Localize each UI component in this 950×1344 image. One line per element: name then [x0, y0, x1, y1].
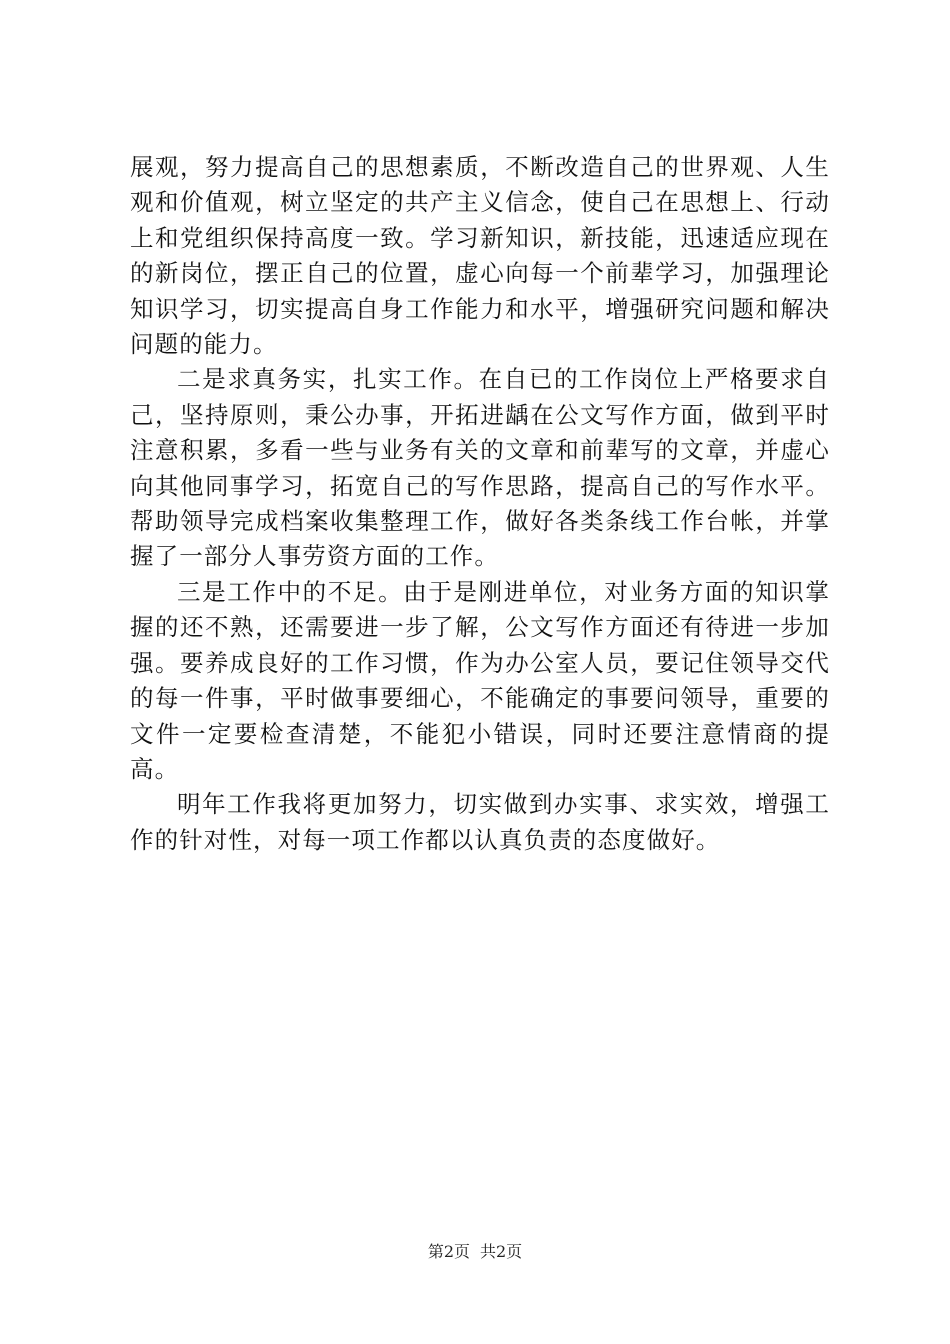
paragraph-point-two: 二是求真务实，扎实工作。在自已的工作岗位上严格要求自己，坚持原则，秉公办事，开拓进龋在公文写作方面，做到平时注意积累，多看一些与业务有关的文章和前辈写的文章，并虚心向其他同事学习，拓宽自己的写作思路，提高自己的写作水平。帮助领导完成档案收集整理工作，做好各类条线工作台帐，并掌握了一部分人事劳资方面的工作。 — [130, 365, 830, 571]
page-number-total: 共2页 — [480, 1242, 523, 1261]
page-footer — [0, 1242, 950, 1262]
paragraph-continued: 展观，努力提高自己的思想素质，不断改造自己的世界观、人生观和价值观，树立坚定的共产主义信念，使自己在思想上、行动上和党组织保持高度一致。学习新知识，新技能，迅速适应现在的新岗位，摆正自己的位置，虚心向每一个前辈学习，加强理论知识学习，切实提高自身工作能力和水平，增强研究问题和解决问题的能力。 — [130, 153, 830, 359]
paragraph-point-three: 三是工作中的不足。由于是刚进单位，对业务方面的知识掌握的还不熟，还需要进一步了解，公文写作方面还有待进一步加强。要养成良好的工作习惯，作为办公室人员，要记住领导交代的每一件事，平时做事要细心，不能确定的事要问领导，重要的文件一定要检查清楚，不能犯小错误，同时还要注意情商的提高。 — [130, 577, 830, 783]
document-body — [130, 150, 830, 858]
paragraph-next-year: 明年工作我将更加努力，切实做到办实事、求实效，增强工作的针对性，对每一项工作都以认真负责的态度做好。 — [130, 790, 830, 854]
page-number-current: 第2页 — [427, 1242, 470, 1261]
